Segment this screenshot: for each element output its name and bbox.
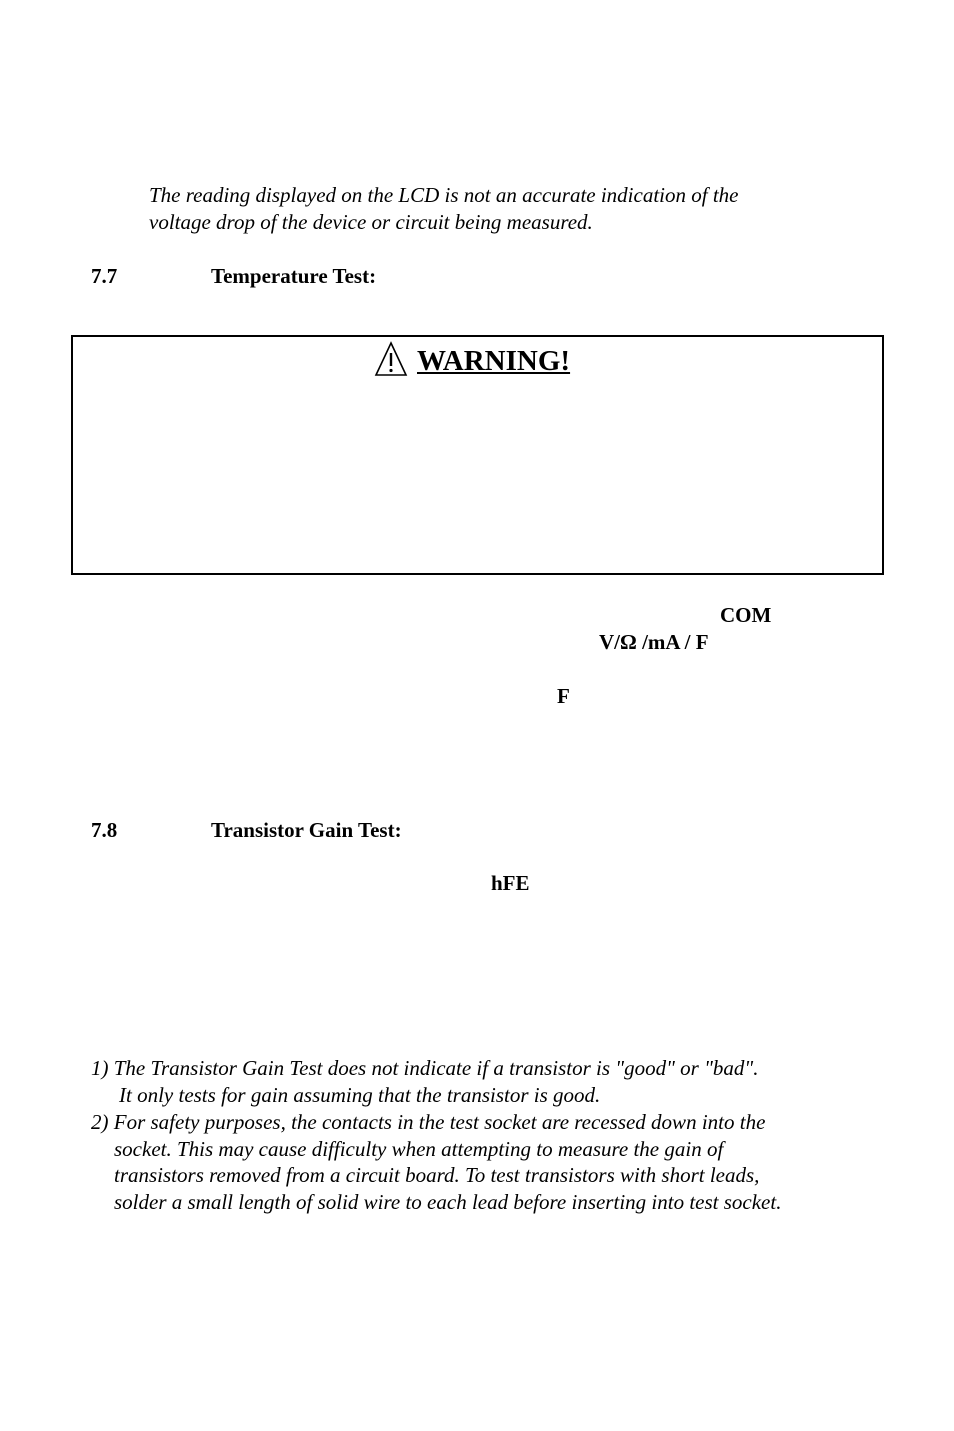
section-7-7-title: Temperature Test: bbox=[211, 264, 377, 288]
warning-triangle-icon bbox=[374, 341, 408, 377]
warning-label: WARNING! bbox=[417, 345, 571, 377]
function-f-label: F bbox=[557, 684, 570, 708]
intro-line-2: voltage drop of the device or circuit being measured. bbox=[149, 210, 593, 234]
intro-line-1: The reading displayed on the LCD is not an accurate indication of the bbox=[149, 183, 739, 207]
note-2-line-1: 2) For safety purposes, the contacts in the test socket are recessed down into the bbox=[91, 1110, 766, 1134]
note-2-line-2: socket. This may cause difficulty when attempting to measure the gain of bbox=[114, 1137, 724, 1161]
note-2-line-4: solder a small length of solid wire to each lead before inserting into test socket. bbox=[114, 1190, 782, 1214]
terminal-v-ohm-ma-f-label: V/Ω /mA / F bbox=[599, 630, 709, 654]
warning-heading bbox=[374, 341, 570, 377]
section-7-8-title: Transistor Gain Test: bbox=[211, 818, 402, 842]
section-7-8-number: 7.8 bbox=[91, 818, 118, 842]
note-1-line-2: It only tests for gain assuming that the transistor is good. bbox=[119, 1083, 601, 1107]
note-1-line-1: 1) The Transistor Gain Test does not indicate if a transistor is "good" or "bad". bbox=[91, 1056, 759, 1080]
terminal-com-label: COM bbox=[720, 603, 772, 627]
note-2-line-3: transistors removed from a circuit board. To test transistors with short leads, bbox=[114, 1163, 760, 1187]
hfe-label: hFE bbox=[491, 871, 530, 895]
section-7-7-number: 7.7 bbox=[91, 264, 118, 288]
